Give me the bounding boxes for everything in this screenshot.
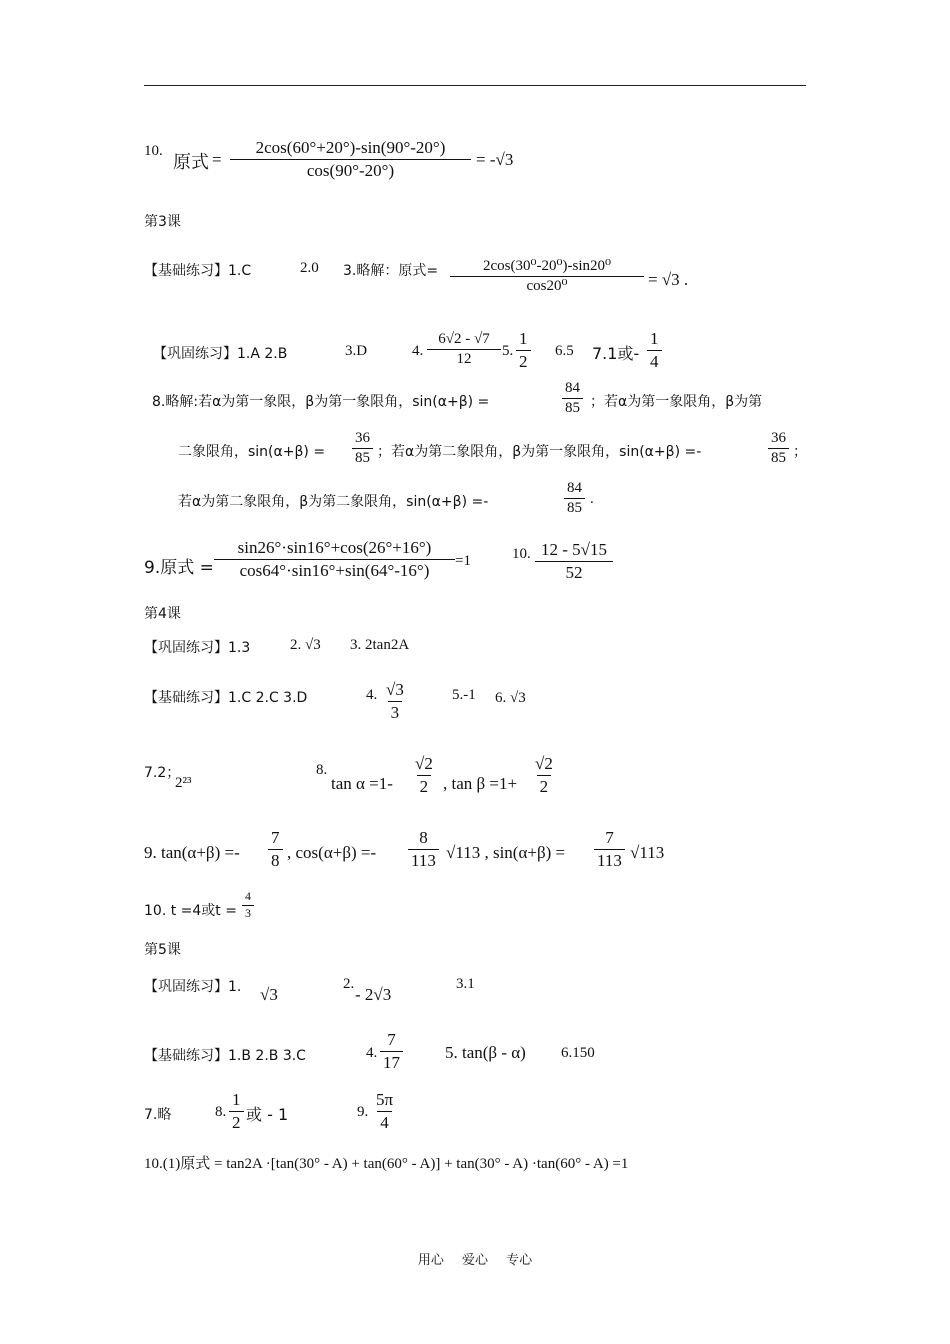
s9-4a-den: 8 (268, 849, 283, 871)
cons3-frac (425, 331, 503, 369)
s8-line2b: ；若α为第二象限角，β为第一象限角，sin(α+β) =- (377, 444, 702, 460)
s10-4-num: 4 (245, 889, 251, 903)
s8-4-num2: √2 (535, 754, 553, 773)
cons3-d-num: 1 (519, 329, 528, 348)
s9-4c-frac (592, 828, 627, 870)
s8-line3-frac (562, 480, 587, 518)
s9-4b-num: 8 (419, 828, 428, 847)
lesson5-heading: 第5课 (144, 942, 181, 958)
s9-tail: =1 (455, 553, 471, 569)
s9-lead: 9.原式 = (144, 558, 214, 578)
s7-4b: 2²³ (175, 775, 192, 791)
s8-5-den: 2 (229, 1111, 244, 1133)
basic4-b-num: √3 (386, 680, 404, 699)
s8-line2c-num: 36 (771, 430, 786, 446)
basic5-d: 6.150 (561, 1045, 595, 1061)
s9-4a: 9. tan(α+β) =- (144, 843, 240, 862)
footer (0, 1249, 950, 1268)
q10-denominator: cos(90°-20°) (230, 159, 471, 181)
s9-4b-den: 113 (408, 849, 439, 871)
cons3-e: 6.5 (555, 343, 574, 359)
cons4-c: 3. 2tan2A (350, 637, 410, 653)
basic5-b-num: 7 (387, 1030, 396, 1049)
s9-den: cos64°·sin16°+sin(64°-16°) (214, 559, 455, 581)
cons4-b: 2. √3 (290, 637, 321, 653)
q10-num: 10. (144, 143, 163, 159)
footer-item-1: 用心 (417, 1253, 444, 1268)
cons5-b: 2. (343, 976, 355, 992)
cons5-a: √3 (260, 985, 278, 1004)
s8-line2-frac (350, 430, 375, 468)
cons3-b: 3.D (345, 343, 368, 359)
s9-5-den: 4 (377, 1111, 392, 1133)
s8-line3b: . (590, 491, 594, 507)
s10-frac-num: 12 - 5√15 (541, 540, 607, 559)
s7-4: 7.2； (144, 765, 181, 781)
cons3-d-frac (514, 329, 533, 371)
cons3-f-num: 1 (650, 329, 659, 348)
s8-5-frac (227, 1090, 246, 1132)
s8-5b: 或 - 1 (246, 1105, 289, 1124)
basic5-b-frac (378, 1030, 405, 1072)
cons3-label: 【巩固练习】1.A 2.B (153, 346, 288, 362)
lesson4-heading: 第4课 (144, 606, 181, 622)
cons3-d-den: 2 (516, 350, 531, 372)
s9-5: 9. (357, 1104, 369, 1120)
s8-5: 8. (215, 1104, 227, 1120)
s8-line2: 二象限角，sin(α+β) = (178, 444, 326, 460)
basic4-label: 【基础练习】1.C 2.C 3.D (144, 690, 308, 706)
s8-line1-frac (560, 380, 585, 418)
s7-5: 7.略 (144, 1107, 172, 1123)
q10-lead: 原式 (173, 152, 209, 173)
s9-4b: , cos(α+β) =- (287, 843, 377, 862)
s8-line1-num: 84 (565, 380, 580, 396)
s9-5-frac (371, 1090, 398, 1132)
basic4-b: 4. (366, 687, 378, 703)
s8-line2c: ； (793, 444, 807, 460)
s9-4d: √113 (630, 843, 665, 862)
s9-frac (212, 538, 457, 580)
basic3-fraction (448, 258, 646, 296)
cons3-frac-num: 6√2 - √7 (438, 331, 490, 347)
s9-4c: √113 , sin(α+β) = (446, 843, 566, 862)
cons3-c: 4. (412, 343, 424, 359)
cons5-label: 【巩固练习】1. (144, 979, 242, 995)
s8-line1b: ；若α为第一象限角，β为第 (590, 394, 763, 410)
q10-eq: = (212, 150, 222, 169)
q10-tail: = -√3 (476, 150, 514, 169)
s9-num: sin26°·sin16°+cos(26°+16°) (237, 538, 432, 557)
basic3-label: 【基础练习】1.C (144, 263, 252, 279)
basic5-b: 4. (366, 1045, 378, 1061)
cons3-d: 5. (502, 343, 514, 359)
s10-5: 10.(1)原式 = tan2A ·[tan(30° - A) + tan(60° - A)] + tan(30° - A) ·tan(60° - A) =1 (144, 1156, 629, 1172)
basic5-c: 5. tan(β - α) (445, 1043, 526, 1062)
s8-4-frac (410, 754, 438, 796)
s8-4-den2: 2 (537, 775, 552, 797)
basic4-b-frac (381, 680, 409, 722)
s8-line3-num: 84 (567, 480, 582, 496)
basic3-c: 3.略解：原式= (343, 263, 439, 279)
s8-line2-num: 36 (355, 430, 370, 446)
basic3-numerator: 2cos(30⁰-20⁰)-sin20⁰ (482, 258, 612, 274)
s9-4a-num: 7 (271, 828, 280, 847)
s8-4-expr: tan α =1- (331, 774, 393, 793)
basic4-d: 6. √3 (495, 690, 526, 706)
header-rule (144, 85, 806, 86)
footer-item-2: 爱心 (461, 1253, 488, 1268)
basic3-denominator: cos20⁰ (450, 276, 644, 295)
s10-num: 10. (512, 546, 531, 562)
s8-4: 8. (316, 762, 328, 778)
s9-4c-num: 7 (605, 828, 614, 847)
basic4-b-den: 3 (388, 701, 403, 723)
s9-4c-den: 113 (594, 849, 625, 871)
cons3-f: 7.1或- (592, 344, 640, 363)
basic5-label: 【基础练习】1.B 2.B 3.C (144, 1048, 306, 1064)
s8-4-mid: , tan β =1+ (443, 774, 518, 793)
s9-5-num: 5π (376, 1090, 394, 1109)
s8-line2c-frac (766, 430, 791, 468)
cons5-c: 3.1 (456, 976, 475, 992)
cons4-label: 【巩固练习】1.3 (144, 640, 251, 656)
q10-numerator: 2cos(60°+20°)-sin(90°-20°) (255, 138, 446, 157)
s10-frac (533, 540, 615, 582)
s8-line3: 若α为第二象限角，β为第二象限角，sin(α+β) =- (178, 494, 489, 510)
s8-line2-den: 85 (352, 448, 373, 467)
s8-line2c-den: 85 (768, 448, 789, 467)
s8-4-frac2 (530, 754, 558, 796)
cons3-f-frac (645, 329, 664, 371)
s8-4-num: √2 (415, 754, 433, 773)
cons3-frac-den: 12 (427, 349, 501, 368)
q10-fraction (228, 138, 473, 180)
s10-4: 10. t =4或t = (144, 903, 237, 919)
basic3-tail: = √3 . (648, 270, 689, 289)
s8-4-den: 2 (417, 775, 432, 797)
s8-line1: 8.略解:若α为第一象限，β为第一象限角，sin(α+β) = (152, 394, 490, 410)
s8-line3-den: 85 (564, 498, 585, 517)
s9-4b-frac (406, 828, 441, 870)
basic4-c: 5.-1 (452, 687, 476, 703)
basic5-b-den: 17 (380, 1051, 403, 1073)
s10-4-den: 3 (242, 905, 254, 921)
s8-5-num: 1 (232, 1090, 241, 1109)
s8-line1-den: 85 (562, 398, 583, 417)
footer-item-3: 专心 (506, 1253, 533, 1268)
s10-4-frac (240, 890, 256, 921)
lesson3-heading: 第3课 (144, 214, 181, 230)
s10-frac-den: 52 (535, 561, 613, 583)
cons5-b2: - 2√3 (355, 985, 392, 1004)
s9-4a-frac (266, 828, 285, 870)
cons3-f-den: 4 (647, 350, 662, 372)
basic3-b: 2.0 (300, 260, 319, 276)
